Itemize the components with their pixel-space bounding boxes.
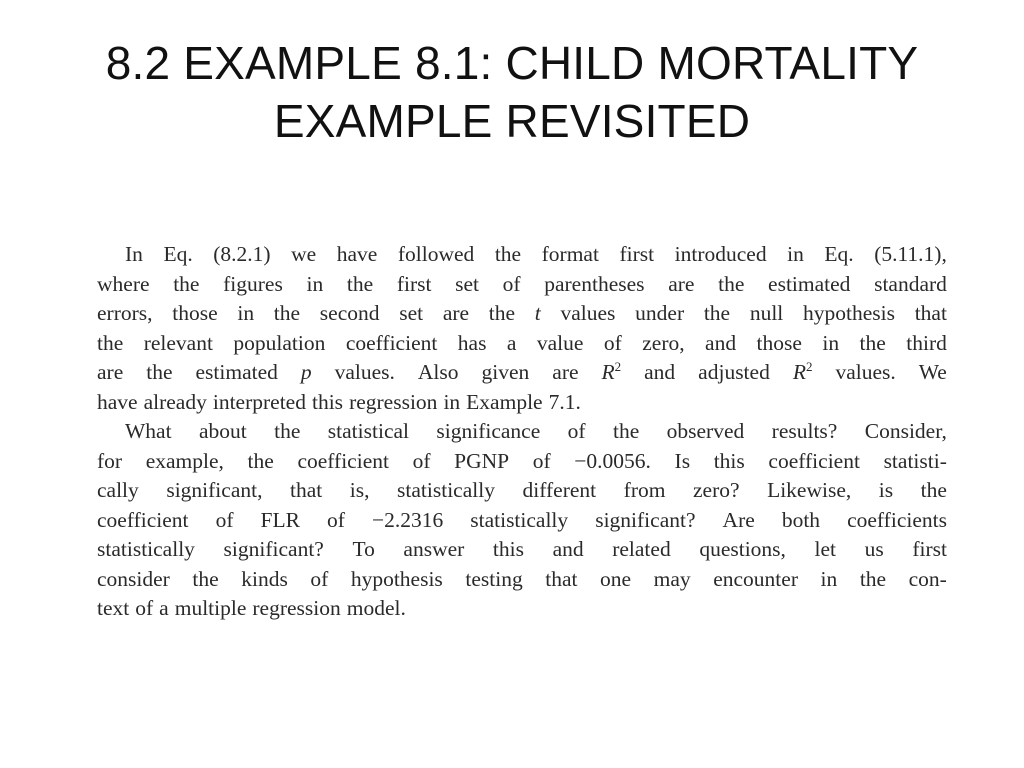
text-line: have already interpreted this regression in Example 7.1. xyxy=(97,389,581,414)
text-line: text of a multiple regression model. xyxy=(97,596,406,620)
textbook-excerpt xyxy=(97,240,947,624)
r-squared-symbol: $R^2$ xyxy=(792,359,813,384)
text-line: coefficient of FLR of −2.2316 statistically significant? Are both coefficients xyxy=(97,507,947,532)
text-line: cally significant, that is, statistically different from zero? Likewise, is the xyxy=(97,478,947,502)
r-squared-symbol: $R^2$ xyxy=(601,359,622,384)
p-symbol: p xyxy=(300,360,312,384)
text-line: statistically significant? To answer this and related questions, let us first xyxy=(97,537,947,561)
text-line: for example, the coefficient of PGNP of −0.0056. Is this coefficient statisti- xyxy=(97,448,947,473)
slide-title xyxy=(40,34,984,150)
t-symbol: t xyxy=(534,301,541,325)
text-line: where the figures in the first set of parentheses are the estimated standard xyxy=(97,271,947,296)
slide-title-line-2: EXAMPLE REVISITED xyxy=(273,95,751,147)
text-line: In Eq. (8.2.1) we have followed the format first introduced in Eq. (5.11.1), xyxy=(125,242,947,266)
text-line: the relevant population coefficient has a value of zero, and those in the third xyxy=(97,330,947,355)
text-line: What about the statistical significance of the observed results? Consider, xyxy=(125,419,947,443)
text-line: errors, those in the second set are the t values under the null hypothesis that xyxy=(97,299,947,329)
slide-title-line-1: 8.2 EXAMPLE 8.1: CHILD MORTALITY xyxy=(105,37,919,89)
text-line: consider the kinds of hypothesis testing that one may encounter in the con- xyxy=(97,566,947,591)
text-line: are the estimated p values. Also given are $R^2$ and adjusted $R^2$ values. We xyxy=(97,358,947,388)
